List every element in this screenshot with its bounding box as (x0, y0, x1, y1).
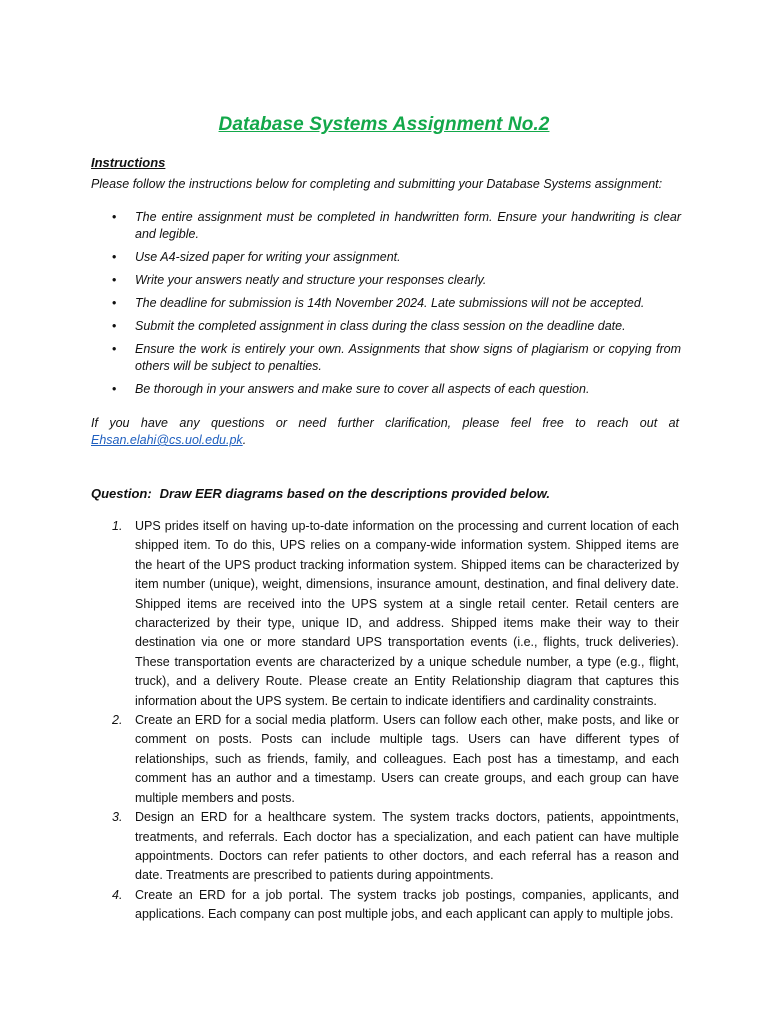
question-list (91, 517, 679, 925)
question-number: 3. (112, 810, 123, 825)
question-number: 2. (112, 713, 123, 728)
question-item (91, 808, 679, 886)
document-title: Database Systems Assignment No.2 (218, 114, 550, 135)
question-item-text: Create an ERD for a social media platform. Users can follow each other, make posts, and like or comment on posts. Posts can include multiple tags. Users can have different types of relationships, such as friends, family, and colleagues. Each post has a timestamp, and each comment has an author and a timestamp. Users can create groups, and each group can have multiple members and posts. (135, 713, 679, 805)
question-item-text: Design an ERD for a healthcare system. The system tracks doctors, patients, appointments, treatments, and referrals. Each doctor has a specialization, and each patient can have multiple appointments. Doctors can refer patients to other doctors, and each referral has a reason and date. Treatments are prescribed to patients during appointments. (135, 810, 679, 883)
question-item-text: UPS prides itself on having up-to-date information on the processing and current location of each shipped item. To do this, UPS relies on a company-wide information system. Shipped items are the heart of the UPS product tracking information system. Shipped items can be characterized by item number (unique), weight, dimensions, insurance amount, destination, and final delivery date. Shipped items are received into the UPS system at a single retail center. Retail centers are characterized by their type, unique ID, and address. Shipped items make their way to their destination via one or more standard UPS transportation events (i.e., flights, truck deliveries). These transportation events are characterized by a unique schedule number, a type (e.g., flight, truck), and a delivery Route. Please create an Entity Relationship diagram that captures this information about the UPS system. Be certain to indicate identifiers and cardinality constraints. (135, 519, 679, 708)
contact-end: . (242, 433, 247, 447)
instruction-item: • Use A4-sized paper for writing your assignment. (91, 249, 681, 266)
question-item (91, 886, 679, 925)
instructions-list (91, 209, 681, 404)
contact-paragraph (91, 415, 679, 449)
instruction-item: • The entire assignment must be completed in handwritten form. Ensure your handwriting is clear and legible. (91, 209, 681, 243)
question-text: Draw EER diagrams based on the descriptions provided below. (159, 486, 550, 501)
question-number: 1. (112, 519, 123, 533)
instruction-item: • Ensure the work is entirely your own. Assignments that show signs of plagiarism or copying from others will be subject to penalties. (91, 341, 681, 375)
contact-text: If you have any questions or need further clarification, please feel free to reach out at (91, 416, 679, 430)
question-label: Question: (91, 486, 152, 501)
instruction-item: • The deadline for submission is 14th November 2024. Late submissions will not be accepted. (91, 295, 681, 312)
instruction-item: • Write your answers neatly and structure your responses clearly. (91, 272, 681, 289)
contact-email-link[interactable]: Ehsan.elahi@cs.uol.edu.pk (91, 433, 243, 447)
instructions-heading: Instructions (91, 155, 166, 170)
instructions-intro: Please follow the instructions below for completing and submitting your Database Systems assignment: (91, 177, 663, 191)
instruction-item: • Submit the completed assignment in class during the class session on the deadline date. (91, 318, 681, 335)
instruction-item: • Be thorough in your answers and make sure to cover all aspects of each question. (91, 381, 681, 398)
question-number: 4. (112, 887, 123, 902)
question-heading (91, 486, 691, 501)
question-item (91, 517, 679, 711)
question-item-text: Create an ERD for a job portal. The system tracks job postings, companies, applicants, and applications. Each company can post multiple jobs, and each applicant can apply to multiple jobs. (135, 887, 679, 922)
question-item (91, 711, 679, 808)
